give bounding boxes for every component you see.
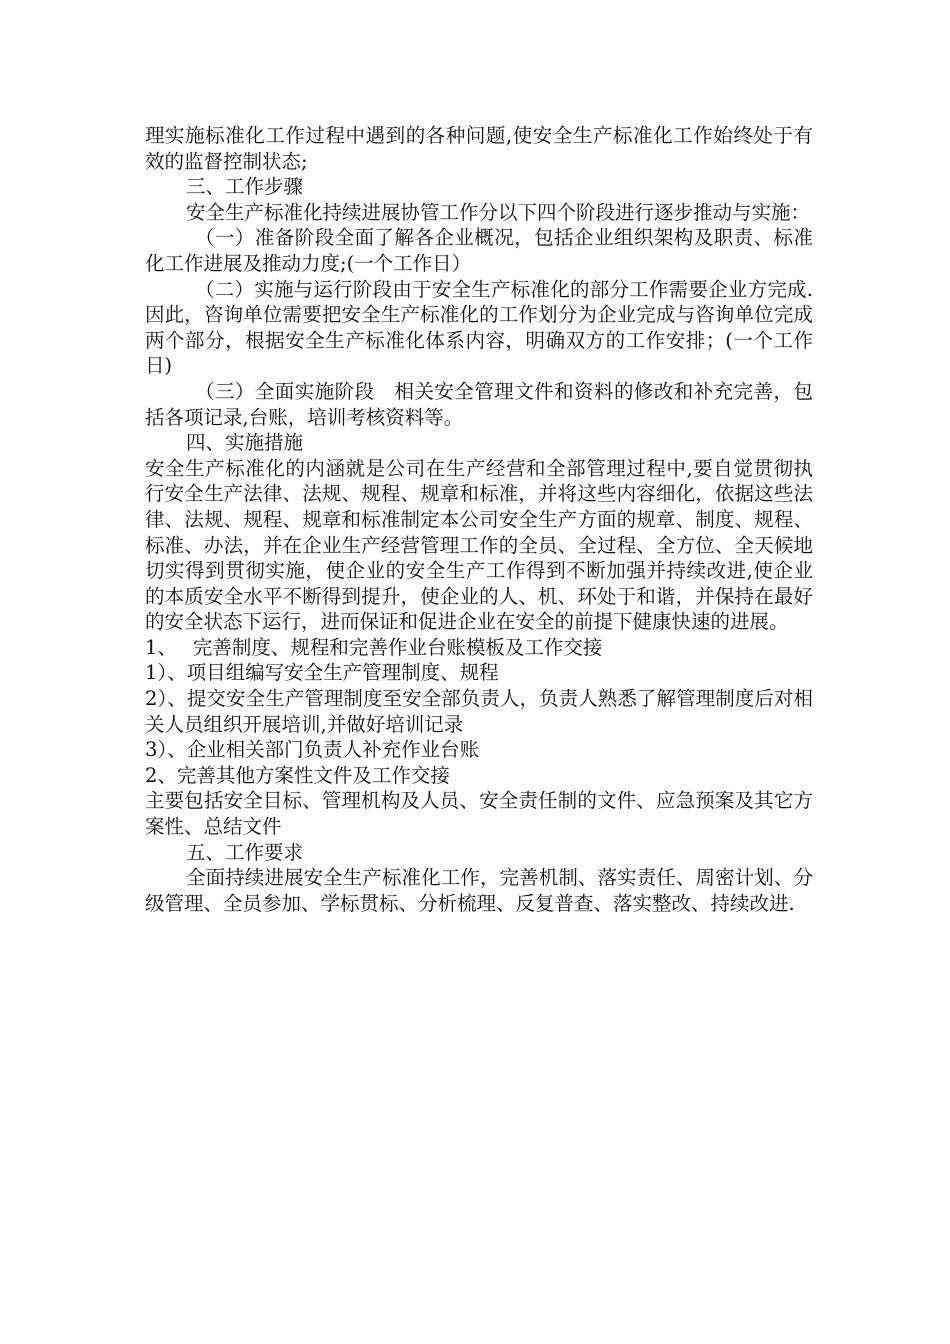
list-subitem-1: 1）、项目组编写安全生产管理制度、规程 xyxy=(145,661,499,685)
list-item-1: 1、 完善制度、规程和完善作业台账模板及工作交接 xyxy=(145,635,603,659)
paragraph-documents: 主要包括安全目标、管理机构及人员、安全责任制的文件、应急预案及其它方案性、总结文件 xyxy=(145,789,813,839)
paragraph-continuation: 理实施标准化工作过程中遇到的各种问题,使安全生产标准化工作始终处于有效的监督控制状态; xyxy=(145,124,813,173)
list-item-2: 2、完善其他方案性文件及工作交接 xyxy=(145,763,450,787)
heading-measures: 四、实施措施 xyxy=(186,431,304,455)
document-body xyxy=(145,123,813,916)
heading-work-steps: 三、工作步骤 xyxy=(186,175,304,199)
list-subitem-2: 2）、提交安全生产管理制度至安全部负责人，负责人熟悉了解管理制度后对相关人员组织开展培训,并做好培训记录 xyxy=(145,687,813,736)
paragraph-requirements-body: 全面持续进展安全生产标准化工作，完善机制、落实责任、周密计划、分级管理、全员参加、学标贯标、分析梳理、反复普查、落实整改、持续改进. xyxy=(145,866,813,915)
paragraph-stage-1: （一）准备阶段全面了解各企业概况，包括企业组织架构及职责、标准化工作进展及推动力度;(一个工作日） xyxy=(145,226,813,275)
paragraph-stage-2: （二）实施与运行阶段由于安全生产标准化的部分工作需要企业方完成.因此，咨询单位需要把安全生产标准化的工作划分为企业完成与咨询单位完成两个部分，根据安全生产标准化体系内容，明确双方的工作安排；(一个工作日) xyxy=(145,277,813,378)
heading-requirements: 五、工作要求 xyxy=(186,840,304,864)
paragraph-stage-3: （三）全面实施阶段 相关安全管理文件和资料的修改和补充完善，包括各项记录,台账，培训考核资料等。 xyxy=(145,379,813,429)
paragraph-measures-body: 安全生产标准化的内涵就是公司在生产经营和全部管理过程中,要自觉贯彻执行安全生产法律、法规、规程、规章和标准，并将这些内容细化，依据这些法律、法规、规程、规章和标准制定本公司安全生产方面的规章、制度、规程、标准、办法，并在企业生产经营管理工作的全员、全过程、全方位、全天候地切实得到贯彻实施，使企业的安全生产工作得到不断加强并持续改进,使企业的本质安全水平不断得到提升，使企业的人、机、环处于和谐，并保持在最好的安全状态下运行，进而保证和促进企业在安全的前提下健康快速的进展。 xyxy=(145,456,813,634)
list-subitem-3: 3）、企业相关部门负责人补充作业台账 xyxy=(145,738,480,762)
paragraph-stages-intro: 安全生产标准化持续进展协管工作分以下四个阶段进行逐步推动与实施： xyxy=(186,200,811,224)
